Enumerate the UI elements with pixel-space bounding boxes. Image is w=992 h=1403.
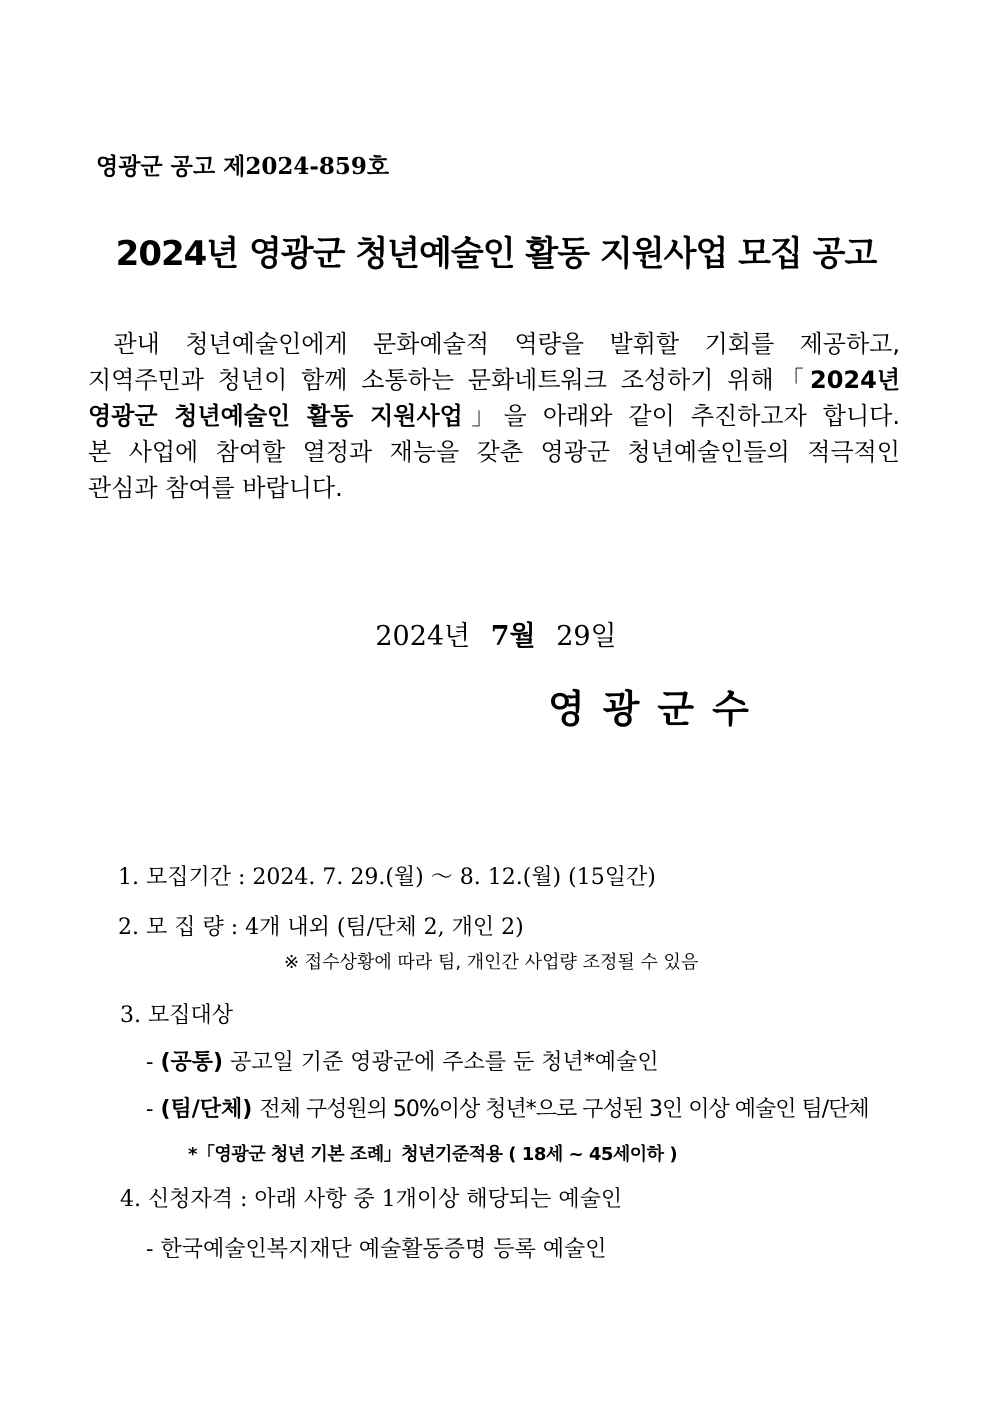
youth-criteria-note: *「영광군 청년 기본 조례」청년기준적용 ( 18세 ~ 45세이하 ) bbox=[188, 1144, 678, 1165]
date-month: 7월 bbox=[490, 621, 536, 652]
recruit-quota-value: 4개 내외 (팀/단체 2, 개인 2) bbox=[245, 915, 524, 940]
intro-line-1: 관내 청년예술인에게 문화예술적 역량을 발휘할 기회를 제공하고, bbox=[113, 330, 900, 358]
issuer-name: 영광군수 bbox=[548, 686, 767, 731]
recruit-target-heading: 3. 모집대상 bbox=[120, 1003, 233, 1028]
qualification-item-1: - 한국예술인복지재단 예술활동증명 등록 예술인 bbox=[146, 1237, 607, 1262]
notice-number: 영광군 공고 제2024-859호 bbox=[96, 153, 390, 180]
qualification-label: 4. 신청자격 : bbox=[120, 1187, 248, 1212]
target-team: - (팀/단체) 전체 구성원의 50%이상 청년*으로 구성된 3인 이상 예술인 팀/단체 bbox=[146, 1097, 869, 1122]
recruit-period bbox=[118, 860, 656, 891]
intro-line-2: 지역주민과 청년이 함께 소통하는 문화네트워크 조성하기 위해「2024년 bbox=[88, 366, 900, 394]
intro-paragraph bbox=[88, 326, 900, 506]
document-title: 2024년 영광군 청년예술인 활동 지원사업 모집 공고 bbox=[115, 234, 877, 274]
target-common-text: 공고일 기준 영광군에 주소를 둔 청년*예술인 bbox=[230, 1050, 659, 1075]
quota-note: ※ 접수상황에 따라 팀, 개인간 사업량 조정될 수 있음 bbox=[284, 952, 699, 973]
announcement-date bbox=[0, 614, 992, 653]
recruit-quota-label: 2. 모 집 량 : bbox=[118, 915, 239, 940]
date-year: 2024년 bbox=[375, 621, 471, 652]
intro-line-5: 관심과 참여를 바랍니다. bbox=[88, 474, 343, 502]
target-team-tag: (팀/단체) bbox=[160, 1097, 253, 1122]
qualification bbox=[120, 1182, 622, 1213]
target-common: - (공통) 공고일 기준 영광군에 주소를 둔 청년*예술인 bbox=[146, 1050, 659, 1075]
intro-line-4: 본 사업에 참여할 열정과 재능을 갖춘 영광군 청년예술인들의 적극적인 bbox=[88, 438, 900, 466]
date-day: 29일 bbox=[556, 621, 617, 652]
target-team-text: 전체 구성원의 50%이상 청년*으로 구성된 3인 이상 예술인 팀/단체 bbox=[259, 1097, 869, 1122]
qualification-value: 아래 사항 중 1개이상 해당되는 예술인 bbox=[254, 1187, 623, 1212]
intro-line-3: 영광군 청년예술인 활동 지원사업」을 아래와 같이 추진하고자 합니다. bbox=[88, 402, 900, 430]
recruit-quota bbox=[118, 910, 524, 941]
target-common-tag: (공통) bbox=[160, 1050, 224, 1075]
recruit-period-value: 2024. 7. 29.(월) ～ 8. 12.(월) (15일간) bbox=[252, 865, 656, 890]
recruit-period-label: 1. 모집기간 : bbox=[118, 865, 246, 890]
